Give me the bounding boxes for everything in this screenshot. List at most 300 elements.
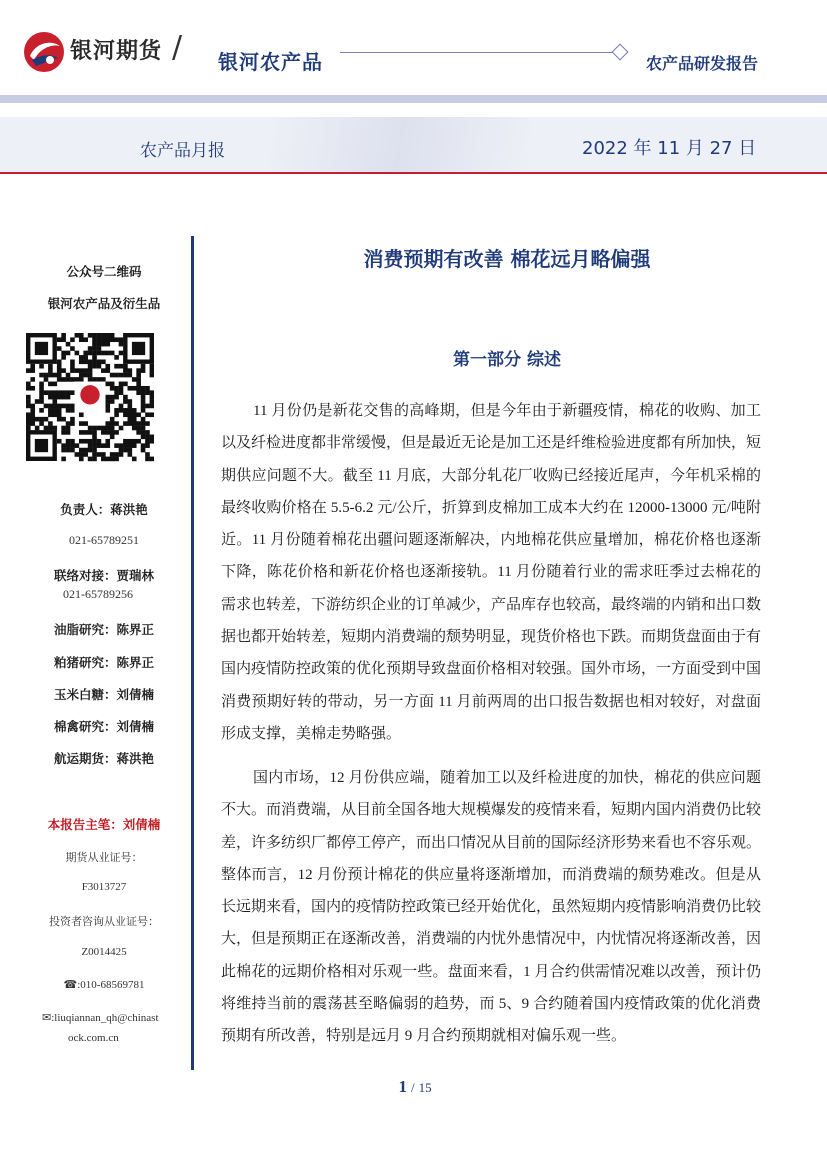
qr-module <box>101 368 106 373</box>
qr-module <box>150 404 154 409</box>
qr-module <box>52 404 57 409</box>
qr-module <box>57 359 62 364</box>
advisor-cert: Z0014425 <box>81 946 127 958</box>
qr-module <box>88 457 93 462</box>
qr-module <box>83 359 88 364</box>
qr-module <box>114 443 119 448</box>
page-number <box>200 1077 630 1097</box>
qr-module <box>30 368 35 373</box>
qr-module <box>35 417 40 422</box>
qr-module <box>30 364 35 369</box>
qr-module <box>110 337 115 342</box>
page-current: 1 <box>398 1077 407 1096</box>
qr-module <box>132 421 137 426</box>
qr-module <box>105 439 110 444</box>
qr-module <box>110 435 115 440</box>
qr-module <box>128 368 133 373</box>
qr-module <box>110 386 115 391</box>
qr-module <box>123 448 128 453</box>
qr-module <box>26 399 31 404</box>
qr-module <box>105 368 110 373</box>
qr-module <box>66 351 71 356</box>
qr-finder <box>35 439 48 452</box>
report-type: 农产品研发报告 <box>646 54 759 73</box>
qr-module <box>123 408 128 413</box>
qr-module <box>57 417 62 422</box>
brand-name: 银河期货 <box>70 39 163 64</box>
qr-module <box>141 408 146 413</box>
qr-module <box>119 390 124 395</box>
qr-module <box>70 377 75 382</box>
qr-module <box>70 368 75 373</box>
qr-module <box>105 351 110 356</box>
qr-module <box>83 448 88 453</box>
qr-module <box>119 386 124 391</box>
qr-module <box>66 448 71 453</box>
qr-module <box>26 386 31 391</box>
qr-module <box>105 426 110 431</box>
qr-module <box>61 426 66 431</box>
qr-module <box>128 386 133 391</box>
qr-module <box>128 439 133 444</box>
qr-module <box>66 443 71 448</box>
qr-module <box>145 421 150 426</box>
qr-module <box>48 373 53 378</box>
qr-module <box>136 412 141 417</box>
qr-module <box>92 351 97 356</box>
qr-module <box>30 404 35 409</box>
qr-module <box>70 439 75 444</box>
qr-module <box>61 377 66 382</box>
qr-module <box>145 390 150 395</box>
qr-module <box>39 417 44 422</box>
qr-module <box>88 333 93 338</box>
galaxy-logo-icon <box>22 30 66 74</box>
qr-module <box>52 399 57 404</box>
qr-module <box>79 412 84 417</box>
product-line: 银河农产品 <box>218 50 323 74</box>
qr-module <box>101 333 106 338</box>
qr-finder <box>35 342 48 355</box>
qr-module <box>39 399 44 404</box>
qr-module <box>128 412 133 417</box>
qr-module <box>123 439 128 444</box>
qr-module <box>141 399 146 404</box>
qr-module <box>48 408 53 413</box>
qr-module <box>48 390 53 395</box>
qr-module <box>145 386 150 391</box>
qr-module <box>39 386 44 391</box>
qr-module <box>79 333 84 338</box>
qr-code[interactable] <box>26 333 154 465</box>
qr-module <box>97 452 102 457</box>
qr-module <box>30 408 35 413</box>
qr-module <box>88 439 93 444</box>
qr-module <box>110 333 115 338</box>
qr-finder <box>132 342 145 355</box>
qr-module <box>97 364 102 369</box>
qr-module <box>48 426 53 431</box>
qr-module <box>26 368 31 373</box>
manager-phone: 021-65789251 <box>69 533 139 547</box>
qr-module <box>48 404 53 409</box>
qr-module <box>105 430 110 435</box>
report-category: 农产品月报 <box>140 141 225 161</box>
qr-module <box>70 417 75 422</box>
qr-module <box>75 368 80 373</box>
qr-module <box>70 390 75 395</box>
qr-module <box>44 377 49 382</box>
qr-module <box>83 373 88 378</box>
qr-module <box>92 377 97 382</box>
qr-module <box>83 452 88 457</box>
qr-module <box>70 408 75 413</box>
qr-module <box>30 386 35 391</box>
qr-module <box>26 395 31 400</box>
qr-module <box>61 390 66 395</box>
diamond-icon <box>612 44 629 61</box>
qr-module <box>119 373 124 378</box>
qr-module <box>141 448 146 453</box>
qr-module <box>44 426 49 431</box>
qr-module <box>57 364 62 369</box>
qr-module <box>123 395 128 400</box>
qr-module <box>128 399 133 404</box>
qr-module <box>39 364 44 369</box>
qr-module <box>61 368 66 373</box>
section-title: 第一部分 综述 <box>453 350 561 370</box>
qr-module <box>66 421 71 426</box>
qr-module <box>70 443 75 448</box>
qr-module <box>101 377 106 382</box>
qr-module <box>52 373 57 378</box>
qr-module <box>110 373 115 378</box>
qr-module <box>66 439 71 444</box>
qr-module <box>145 439 150 444</box>
qr-module <box>132 377 137 382</box>
qr-module <box>88 426 93 431</box>
qr-module <box>110 457 115 462</box>
qr-module <box>136 373 141 378</box>
qr-module <box>26 412 31 417</box>
email-link[interactable]: ✉:liuqiannan_qh@chinast <box>42 1012 159 1024</box>
qr-module <box>150 368 154 373</box>
qr-module <box>79 421 84 426</box>
qr-module <box>105 457 110 462</box>
qr-module <box>61 448 66 453</box>
advisor-cert-label: 投资者咨询从业证号： <box>49 916 159 928</box>
qr-module <box>136 421 141 426</box>
qr-module <box>48 421 53 426</box>
band-decoration <box>270 117 530 172</box>
qr-module <box>83 421 88 426</box>
qr-module <box>30 421 35 426</box>
qr-module <box>61 457 66 462</box>
qr-module <box>114 395 119 400</box>
qr-module <box>79 377 84 382</box>
qr-module <box>110 430 115 435</box>
qr-module <box>145 443 150 448</box>
qr-module <box>30 412 35 417</box>
qr-module <box>79 457 84 462</box>
qr-module <box>75 452 80 457</box>
qr-module <box>83 368 88 373</box>
qr-module <box>101 351 106 356</box>
qr-module <box>136 426 141 431</box>
qr-module <box>48 364 53 369</box>
report-author: 本报告主笔：刘倩楠 <box>47 817 161 832</box>
qr-module <box>88 364 93 369</box>
qr-module <box>44 404 49 409</box>
qr-module <box>110 426 115 431</box>
qr-module <box>39 390 44 395</box>
qr-module <box>88 443 93 448</box>
qr-module <box>70 404 75 409</box>
qr-module <box>97 359 102 364</box>
qr-module <box>123 368 128 373</box>
research-item: 航运期货：蒋洪艳 <box>53 751 154 766</box>
qr-module <box>57 404 62 409</box>
qr-module <box>61 404 66 409</box>
qr-module <box>119 448 124 453</box>
qr-module <box>79 337 84 342</box>
qr-module <box>97 346 102 351</box>
qr-module <box>132 457 137 462</box>
qr-module <box>79 368 84 373</box>
qr-module <box>92 359 97 364</box>
qr-module <box>61 333 66 338</box>
qr-module <box>75 333 80 338</box>
qr-module <box>61 395 66 400</box>
research-item: 玉米白糖：刘倩楠 <box>53 687 154 702</box>
brand-separator: / <box>172 30 183 65</box>
qr-module <box>88 373 93 378</box>
qr-module <box>83 439 88 444</box>
qr-module <box>114 373 119 378</box>
phone: ☎:010-68569781 <box>63 979 145 991</box>
qr-module <box>92 430 97 435</box>
qr-module <box>141 435 146 440</box>
qr-module <box>57 439 62 444</box>
qr-module <box>44 373 49 378</box>
contact-phone: 021-65789256 <box>63 587 133 601</box>
qr-module <box>136 382 141 387</box>
qr-module <box>119 443 124 448</box>
qr-module <box>119 426 124 431</box>
qr-module <box>128 421 133 426</box>
qr-module <box>66 430 71 435</box>
qr-module <box>92 452 97 457</box>
qr-module <box>128 452 133 457</box>
qr-module <box>88 368 93 373</box>
qr-module <box>97 333 102 338</box>
qr-module <box>141 421 146 426</box>
qr-module <box>66 342 71 347</box>
qr-module <box>141 364 146 369</box>
qr-module <box>123 443 128 448</box>
qr-module <box>110 382 115 387</box>
qr-module <box>61 430 66 435</box>
qr-module <box>101 443 106 448</box>
qr-module <box>141 443 146 448</box>
qr-module <box>83 351 88 356</box>
qr-module <box>66 404 71 409</box>
qr-module <box>105 364 110 369</box>
qr-module <box>145 412 150 417</box>
qr-module <box>92 457 97 462</box>
qr-module <box>79 439 84 444</box>
qr-module <box>119 364 124 369</box>
qr-module <box>39 408 44 413</box>
qr-module <box>66 408 71 413</box>
qr-module <box>52 395 57 400</box>
qr-module <box>48 368 53 373</box>
qr-module <box>52 412 57 417</box>
qr-module <box>44 390 49 395</box>
qr-module <box>48 412 53 417</box>
qr-module <box>114 386 119 391</box>
qr-module <box>92 443 97 448</box>
qr-module <box>83 430 88 435</box>
report-title: 消费预期有改善 棉花远月略偏强 <box>363 247 651 271</box>
qr-module <box>110 417 115 422</box>
qr-module <box>101 457 106 462</box>
sidebar-divider <box>191 236 194 1070</box>
research-item: 粕猪研究：陈界正 <box>53 655 154 670</box>
qr-module <box>88 359 93 364</box>
qr-module <box>150 457 154 462</box>
qr-module <box>39 421 44 426</box>
qr-module <box>61 443 66 448</box>
qr-module <box>61 355 66 360</box>
qr-module <box>141 430 146 435</box>
qr-module <box>114 457 119 462</box>
qr-module <box>114 390 119 395</box>
qr-module <box>92 337 97 342</box>
qr-module <box>114 364 119 369</box>
qr-module <box>150 399 154 404</box>
qr-module <box>136 390 141 395</box>
qr-module <box>110 421 115 426</box>
qr-module <box>101 452 106 457</box>
qr-module <box>123 399 128 404</box>
qr-module <box>88 448 93 453</box>
qr-module <box>123 373 128 378</box>
qr-module <box>105 337 110 342</box>
qr-module <box>150 364 154 369</box>
qr-module <box>132 412 137 417</box>
qr-module <box>150 390 154 395</box>
qr-module <box>105 408 110 413</box>
qr-module <box>44 417 49 422</box>
qr-module <box>114 452 119 457</box>
qr-module <box>110 351 115 356</box>
qr-module <box>97 439 102 444</box>
qr-module <box>66 395 71 400</box>
qr-module <box>101 337 106 342</box>
qr-module <box>145 457 150 462</box>
qr-module <box>70 448 75 453</box>
qr-module <box>97 443 102 448</box>
qr-module <box>26 404 31 409</box>
qr-module <box>57 395 62 400</box>
qr-module <box>79 448 84 453</box>
qr-module <box>132 443 137 448</box>
qr-module <box>97 377 102 382</box>
qr-module <box>48 382 53 387</box>
qr-module <box>136 439 141 444</box>
qr-module <box>114 355 119 360</box>
qr-module <box>26 417 31 422</box>
page-total: 15 <box>418 1080 432 1095</box>
qr-module <box>83 355 88 360</box>
qr-module <box>75 351 80 356</box>
qr-module <box>88 346 93 351</box>
qr-module <box>123 382 128 387</box>
qr-module <box>141 386 146 391</box>
qr-module <box>70 421 75 426</box>
qr-module <box>136 377 141 382</box>
qr-module <box>61 417 66 422</box>
research-item: 棉禽研究：刘倩楠 <box>53 719 154 734</box>
qr-module <box>75 377 80 382</box>
qr-module <box>30 417 35 422</box>
qr-module <box>132 386 137 391</box>
qr-module <box>57 337 62 342</box>
qr-module <box>97 351 102 356</box>
qr-module <box>92 342 97 347</box>
qr-module <box>57 368 62 373</box>
qr-module <box>79 355 84 360</box>
qr-module <box>97 426 102 431</box>
qr-module <box>39 382 44 387</box>
paragraph: 国内市场，12 月份供应端，随着加工以及纤检进度的加快，棉花的供应问题不大。而消费端，从目前全国各地大规模爆发的疫情来看，短期内国内消费仍比较差，许多纺织厂都停工停产，而出口情况从目前的国际经济形势来看也不容乐观。整体而言，12 月份预计棉花的供应量将逐渐增加，而消费端的颓势难改。但是从长远期来看，国内的疫情防控政策已经开始优化，虽然短期内疫情影响消费仍比较大，但是预期正在逐渐改善，消费端的内忧外患情况中，内忧情况将逐渐改善，因此棉花的远期价格相对乐观一些。盘面来看，1 月合约供需情况难以改善，预计仍将维持当前的震荡甚至略偏弱的趋势，而 5、9 合约随着国内疫情政策的优化消费预期有所改善，特别是远月 9 月合约预期就相对偏乐观一些。 <box>221 770 762 1045</box>
qr-module <box>141 417 146 422</box>
futures-cert: F3013727 <box>81 881 127 893</box>
header-rule <box>340 52 618 53</box>
qr-module <box>145 404 150 409</box>
qr-module <box>123 412 128 417</box>
qr-module <box>132 417 137 422</box>
qr-module <box>92 346 97 351</box>
qr-module <box>26 382 31 387</box>
qr-module <box>88 351 93 356</box>
qr-module <box>83 337 88 342</box>
qr-module <box>128 404 133 409</box>
qr-module <box>150 373 154 378</box>
qr-module <box>114 337 119 342</box>
qr-module <box>48 395 53 400</box>
futures-cert-label: 期货从业证号： <box>65 852 143 864</box>
qr-module <box>150 395 154 400</box>
qr-module <box>101 426 106 431</box>
qr-module <box>110 395 115 400</box>
report-date: 2022 年 11 月 27 日 <box>582 138 757 159</box>
qr-module <box>66 390 71 395</box>
qr-module <box>57 412 62 417</box>
qr-module <box>141 395 146 400</box>
qr-module <box>57 346 62 351</box>
qr-module <box>114 421 119 426</box>
qr-module <box>70 346 75 351</box>
manager: 负责人：蒋洪艳 <box>60 502 148 517</box>
qr-module <box>105 342 110 347</box>
email-link-cont[interactable]: ock.com.cn <box>68 1032 119 1044</box>
qr-module <box>141 390 146 395</box>
qr-module <box>105 333 110 338</box>
qr-module <box>92 355 97 360</box>
qr-module <box>101 342 106 347</box>
